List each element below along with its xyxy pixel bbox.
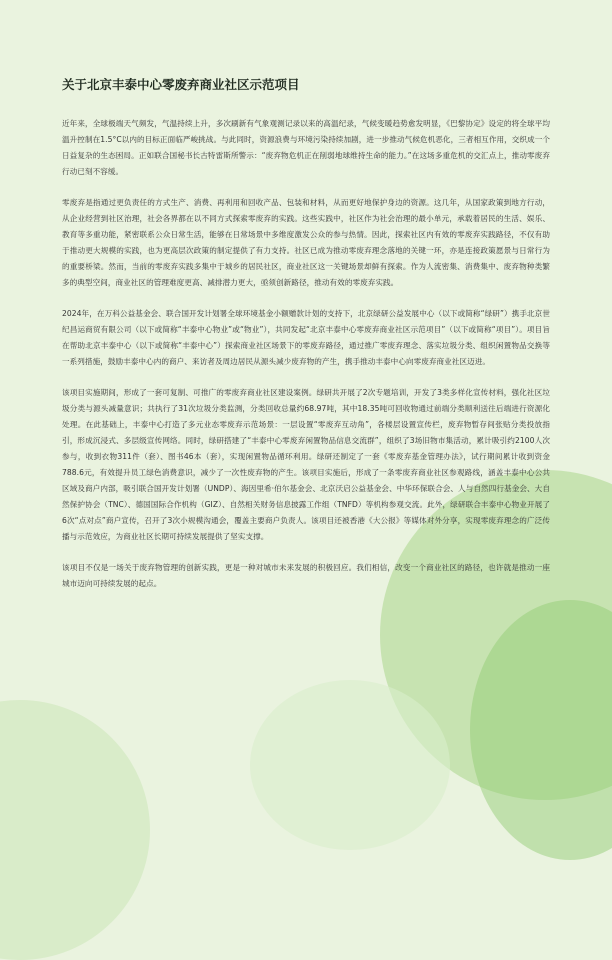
background-blob: [250, 680, 450, 850]
paragraph-3: 2024年，在万科公益基金会、联合国开发计划署全球环境基金小额赠款计划的支持下，北京绿研公益发展中心（以下或简称“绿研”）携手北京世纪昌运商贸有限公司（以下或简称“丰泰中心物业”或“物业”），共同发起“北京丰泰中心零废弃商业社区示范项目”（以下或简称“项目”）。项目旨在帮助北京丰泰中心（以下或简称“丰泰中心”）探索商业社区场景下的零废弃路径，通过推广零废弃理念、落实垃圾分类、组织闲置物品交换等一系列措施，鼓励丰泰中心内的商户、来访者及周边居民从源头减少废弃物的产生，携手推动丰泰中心向零废弃商业社区迈进。: [62, 309, 550, 366]
paragraph-1: 近年来，全球极端天气频发，气温持续上升，多次刷新有气象观测记录以来的高温纪录，气候变暖趋势愈发明显，《巴黎协定》设定的将全球平均温升控制在1.5°C以内的目标正面临严峻挑战。与此同时，资源浪费与环境污染持续加剧，进一步推动气候危机恶化，三者相互作用，交织成一个日益复杂的生态困局。正如联合国秘书长古特雷斯所警示：“废弃物危机正在削弱地球维持生命的能力。”在这场多重危机的交汇点上，推动零废弃行动已刻不容缓。: [62, 119, 550, 176]
paragraph-5: 该项目不仅是一场关于废弃物管理的创新实践，更是一种对城市未来发展的积极回应。我们相信，改变一个商业社区的路径，也许就是推动一座城市迈向可持续发展的起点。: [62, 563, 550, 588]
article: [62, 76, 550, 607]
background-blob: [0, 700, 150, 960]
paragraph-4: 该项目实施期间，形成了一套可复制、可推广的零废弃商业社区建设案例。绿研共开展了2次专题培训，开发了3类多样化宣传材料，强化社区垃圾分类与源头减量意识；共执行了31次垃圾分类监测，分类回收总量约68.97吨，其中18.35吨可回收物通过前端分类顺利送往后端进行资源化处理。在此基础上，丰泰中心打造了多元业态零废弃示范场景：一层设置“零废弃互动角”，各楼层设置宣传栏，废弃物暂存间张贴分类投放指引，形成沉浸式、多层级宣传网络。同时，绿研搭建了“丰泰中心零废弃闲置物品信息交流群”，组织了3场旧物市集活动，累计吸引约2100人次参与，收到衣物311件（套）、图书46本（套），实现闲置物品循环利用。绿研还制定了一套《零废弃基金管理办法》，试行期间累计收到资金788.6元，有效提升员工绿色消费意识，减少了一次性废弃物的产生。该项目实施后，形成了一条零废弃商业社区参观路线，涵盖丰泰中心公共区域及商户内部，吸引联合国开发计划署（UNDP）、海因里希·伯尔基金会、北京沃启公益基金会、中华环保联合会、人与自然四行基金会、大自然保护协会（TNC）、德国国际合作机构（GIZ）、自然相关财务信息披露工作组（TNFD）等机构参观交流。此外，绿研联合丰泰中心物业开展了6次“点对点”商户宣传，召开了3次小规模沟通会，覆盖主要商户负责人。该项目还被香港《大公报》等媒体对外分享，实现零废弃理念的广泛传播与示范效应，为商业社区长期可持续发展提供了坚实支撑。: [62, 388, 550, 541]
paragraph-2: 零废弃是指通过更负责任的方式生产、消费、再利用和回收产品、包装和材料，从而更好地保护身边的资源。这几年，从国家政策到地方行动，从企业经营到社区治理，社会各界都在以不同方式探索零废弃的实践。这些实践中，社区作为社会治理的最小单元，承载着居民的生活、娱乐、教育等多重功能，紧密联系公众日常生活，能够在日常场景中多维度激发公众的参与热情。因此，探索社区内有效的零废弃实践路径，不仅有助于推动更大规模的实践，也为更高层次政策的制定提供了有力支持。社区已成为推动零废弃理念落地的关键一环，亦是连接政策愿景与日常行为的重要桥梁。然而，当前的零废弃实践多集中于城乡的居民社区，商业社区这一关键场景却鲜有探索。作为人流密集、消费集中、废弃物种类繁多的典型空间，商业社区的管理难度更高、减排潜力更大，亟须创新路径，推动有效的零废弃实践。: [62, 198, 550, 287]
page-title: 关于北京丰泰中心零废弃商业社区示范项目: [62, 77, 300, 92]
